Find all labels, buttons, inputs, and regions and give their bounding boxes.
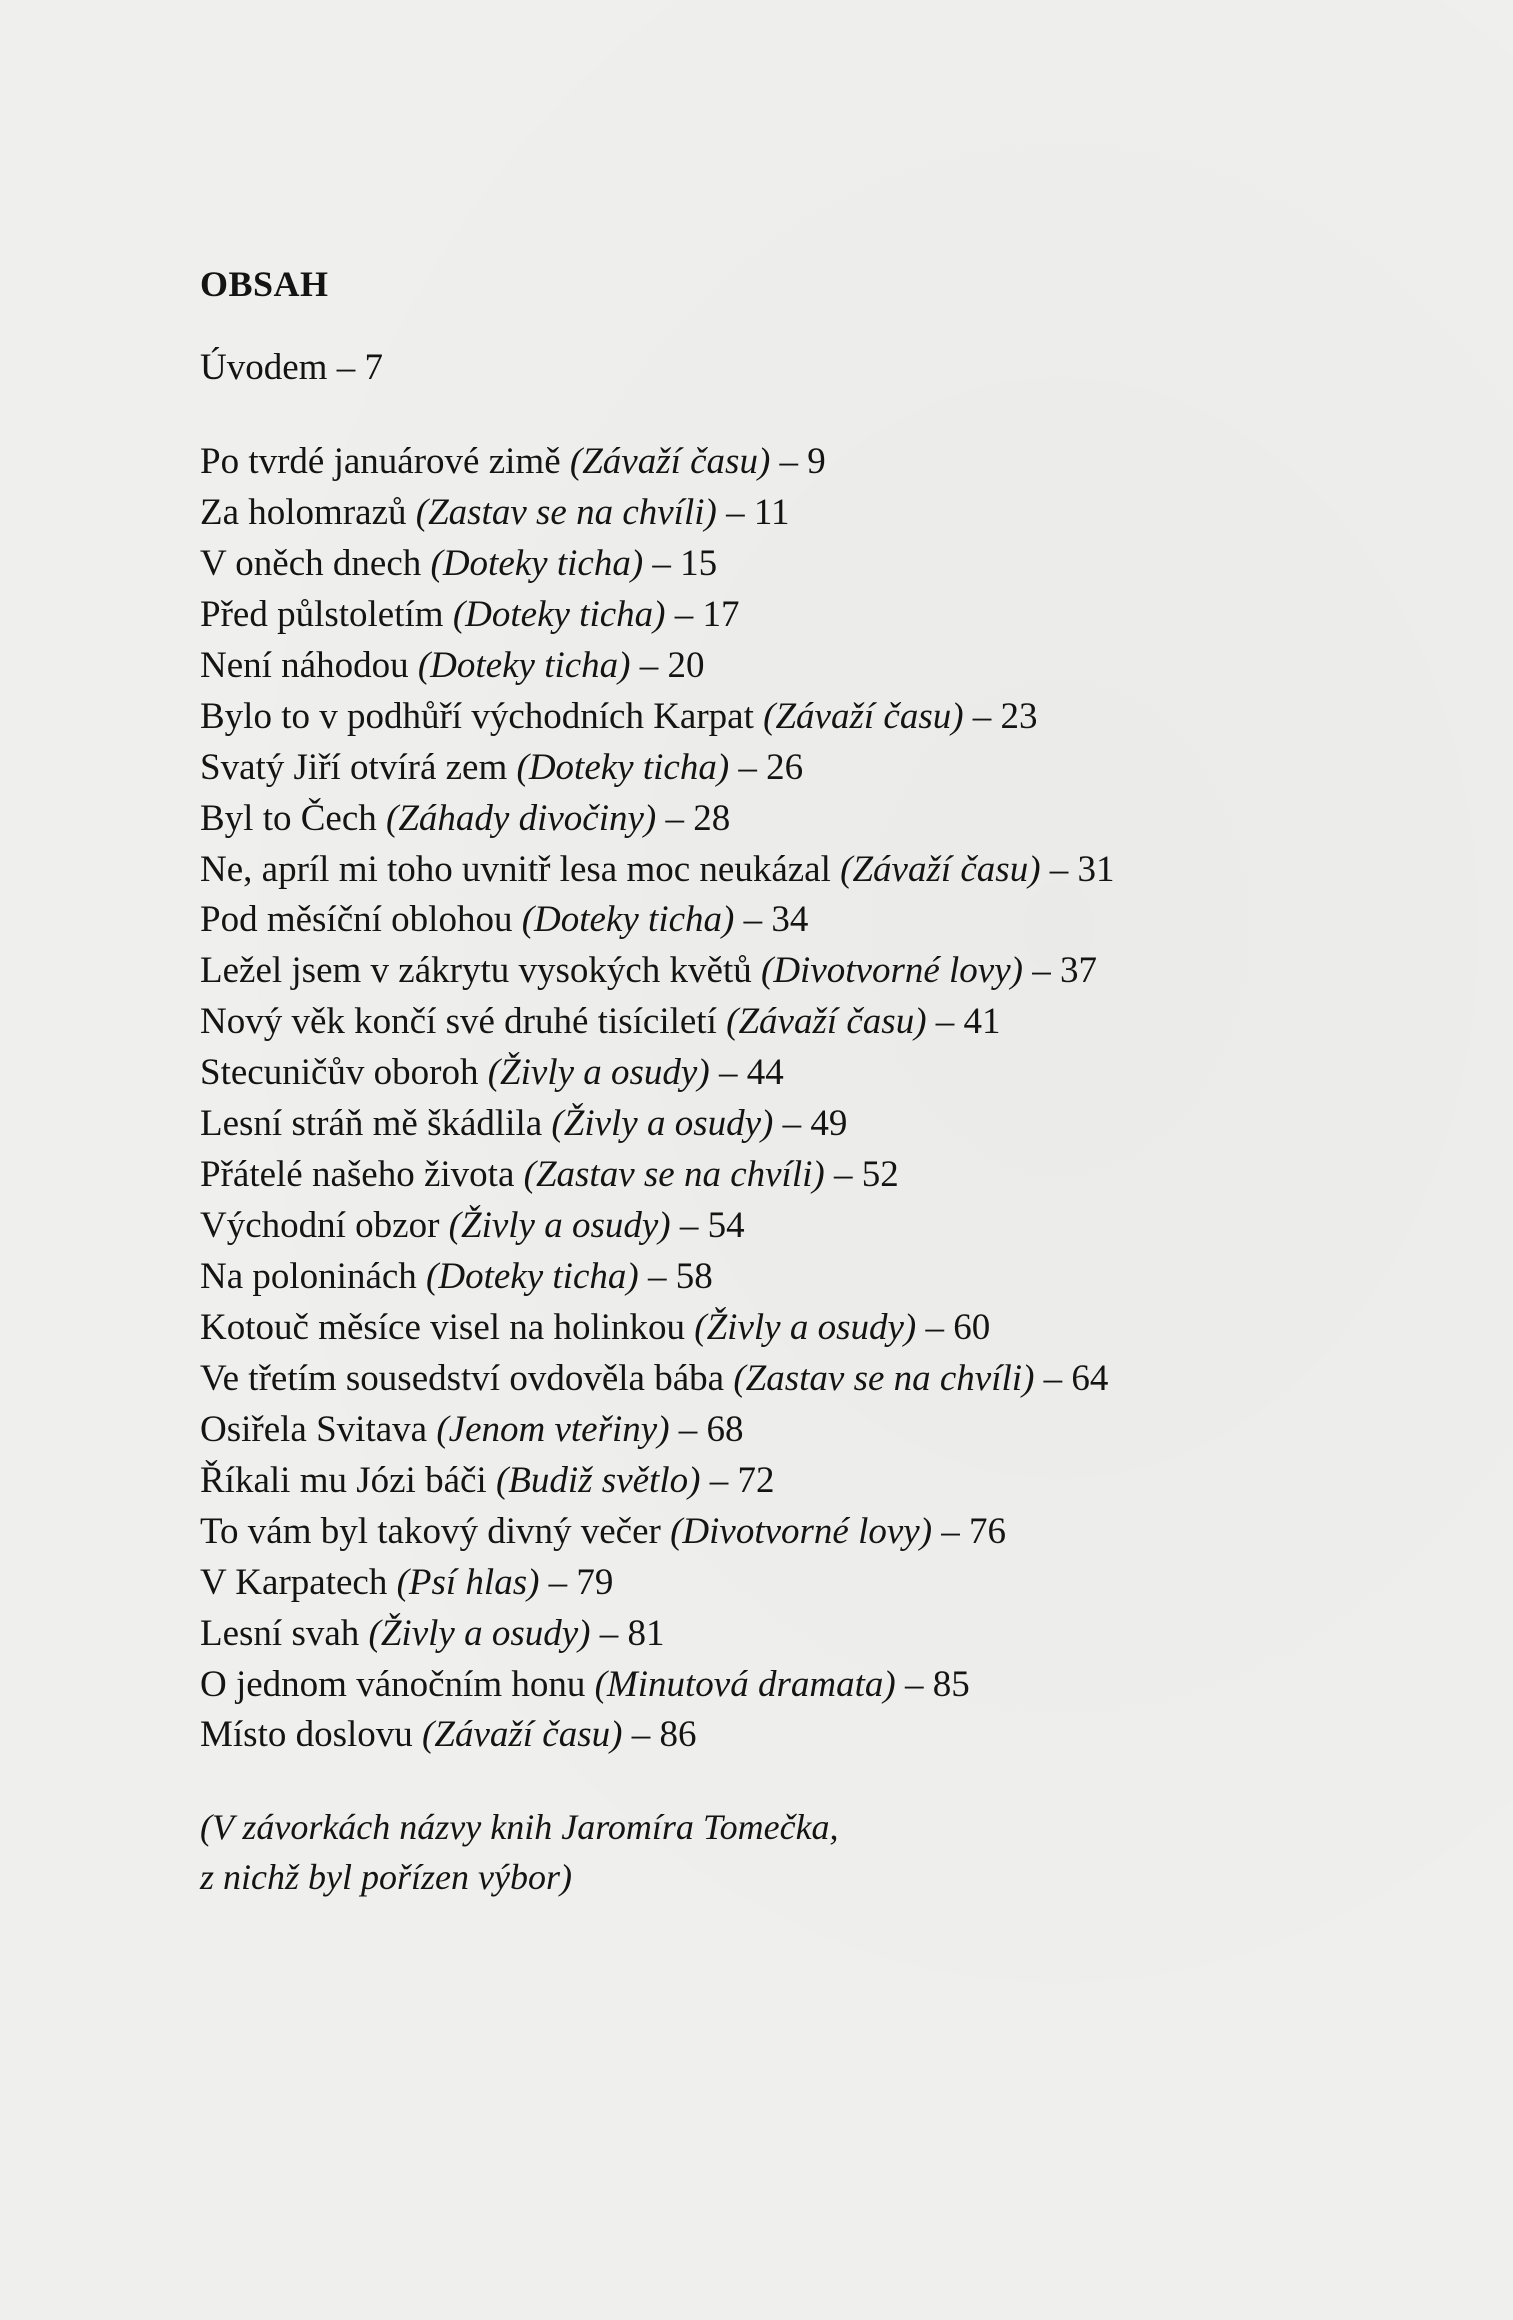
dash-separator: – (669, 1408, 707, 1450)
toc-entry (200, 1456, 1350, 1507)
toc-entry (200, 1710, 1350, 1761)
entry-book: (Doteky ticha) (417, 644, 631, 686)
toc-entry (200, 743, 1350, 794)
toc-entry (200, 1507, 1350, 1558)
dash-separator: – (716, 491, 754, 533)
entry-page: 11 (753, 491, 790, 533)
toc-entry (200, 1660, 1350, 1711)
dash-separator: – (630, 644, 668, 686)
dash-separator: – (539, 1561, 577, 1603)
entry-book: (Doteky ticha) (521, 899, 735, 941)
entry-page: 37 (1059, 950, 1097, 992)
toc-entry (200, 1354, 1350, 1405)
dash-separator: – (638, 1256, 676, 1297)
entry-page: 81 (627, 1612, 665, 1654)
dash-separator: – (770, 441, 808, 482)
dash-separator: – (700, 1459, 738, 1501)
toc-entry (200, 997, 1350, 1048)
footnote (200, 1802, 1350, 1902)
toc-entry (200, 1405, 1350, 1456)
toc-entry (200, 437, 1350, 488)
dash-separator: – (709, 1052, 747, 1094)
toc-entry (200, 1201, 1350, 1252)
entry-book: (Závaží času) (763, 695, 964, 737)
entry-page: 72 (737, 1459, 775, 1501)
entry-title: Stecuničův oboroh (200, 1052, 479, 1094)
entry-title: V Karpatech (200, 1561, 388, 1603)
toc-entry (200, 1558, 1350, 1609)
entry-page: 76 (969, 1510, 1007, 1552)
entry-title: Místo doslovu (200, 1714, 413, 1756)
dash-separator: – (643, 542, 681, 584)
dash-separator: – (824, 1154, 862, 1196)
entry-title: Kotouč měsíce visel na holinkou (200, 1306, 686, 1348)
entry-page: 23 (1000, 695, 1038, 737)
toc-entry (200, 1099, 1350, 1150)
entry-book: (Zastav se na chvíli) (415, 491, 717, 533)
entry-book: (Živly a osudy) (551, 1103, 774, 1145)
toc-entry (200, 1303, 1350, 1354)
footnote-line: (V závorkách názvy knih Jaromíra Tomečka, (200, 1807, 839, 1848)
dash-separator: – (734, 899, 772, 941)
toc-entry (200, 488, 1350, 539)
entry-page: 60 (953, 1306, 991, 1348)
entry-book: (Živly a osudy) (448, 1205, 671, 1247)
dash-separator: – (665, 593, 703, 635)
toc-entry (200, 794, 1350, 845)
toc-entry (200, 1252, 1350, 1303)
toc-entry (200, 1150, 1350, 1201)
entry-title: O jednom vánočním honu (200, 1663, 586, 1705)
entry-page: 9 (807, 441, 826, 482)
entry-title: Východní obzor (200, 1205, 440, 1247)
entry-book: (Jenom vteřiny) (436, 1408, 670, 1450)
entry-title: Přátelé našeho života (200, 1154, 515, 1196)
dash-separator: – (1022, 950, 1060, 992)
dash-separator: – (656, 797, 694, 839)
entry-book: (Doteky ticha) (430, 542, 644, 584)
entry-title: Na poloninách (200, 1256, 417, 1297)
toc-entry (200, 692, 1350, 743)
entry-title: Po tvrdé januárové zimě (200, 441, 561, 482)
entry-title: Osiřela Svitava (200, 1408, 428, 1450)
entry-book: (Živly a osudy) (368, 1612, 591, 1654)
toc-entry (200, 590, 1350, 641)
dash-separator: – (916, 1306, 954, 1348)
entry-title: Za holomrazů (200, 491, 407, 533)
entry-page: 64 (1071, 1357, 1109, 1399)
footnote-line: z nichž byl pořízen výbor) (200, 1857, 572, 1898)
entry-book: (Psí hlas) (396, 1561, 540, 1603)
entry-title: Nový věk končí své druhé tisíciletí (200, 1001, 717, 1043)
entry-book: (Zastav se na chvíli) (733, 1357, 1035, 1399)
table-of-contents (200, 258, 1350, 1902)
entry-page: 86 (659, 1714, 697, 1756)
toc-entry (200, 895, 1350, 946)
entry-page: 20 (667, 644, 705, 686)
entry-page: 58 (675, 1256, 713, 1297)
entry-book: (Doteky ticha) (426, 1256, 639, 1297)
dash-separator: – (590, 1612, 628, 1654)
entry-page: 26 (766, 746, 804, 788)
entry-page: 41 (963, 1001, 1001, 1043)
entry-page: 52 (861, 1154, 899, 1196)
entry-title: Bylo to v podhůří východních Karpat (200, 695, 754, 737)
entry-title: Není náhodou (200, 644, 409, 686)
entry-title: Lesní stráň mě škádlila (200, 1103, 543, 1145)
entry-page: 54 (707, 1205, 745, 1247)
entry-book: (Budiž světlo) (495, 1459, 701, 1501)
entry-page: 44 (746, 1052, 784, 1094)
entry-book: (Záhady divočiny) (386, 797, 657, 839)
entry-page: 7 (364, 347, 383, 388)
entry-title: To vám byl takový divný večer (200, 1510, 661, 1552)
entry-book: (Závaží času) (569, 441, 771, 482)
entry-book: (Minutová dramata) (594, 1663, 896, 1705)
entry-title: Pod měsíční oblohou (200, 899, 513, 941)
entry-book: (Závaží času) (422, 1714, 623, 1756)
entry-page: 68 (706, 1408, 744, 1450)
toc-entry (200, 845, 1350, 896)
page-heading: OBSAH (200, 264, 329, 304)
toc-entry (200, 1609, 1350, 1660)
entry-title: V oněch dnech (200, 542, 422, 584)
dash-separator: – (1040, 848, 1078, 890)
entry-page: 79 (576, 1561, 614, 1603)
entry-page: 34 (771, 899, 809, 941)
intro-entry (200, 342, 1350, 394)
toc-entry (200, 1048, 1350, 1099)
toc-list (200, 437, 1350, 1761)
dash-separator: – (729, 746, 767, 788)
entry-book: (Divotvorné lovy) (761, 950, 1023, 992)
toc-entry (200, 641, 1350, 692)
entry-book: (Živly a osudy) (487, 1052, 710, 1094)
dash-separator: – (622, 1714, 660, 1756)
entry-page: 31 (1077, 848, 1115, 890)
dash-separator: – (926, 1001, 964, 1043)
entry-title: Říkali mu Józi báči (200, 1459, 487, 1501)
entry-book: (Doteky ticha) (516, 746, 730, 788)
toc-entry (200, 539, 1350, 590)
entry-book: (Závaží času) (726, 1001, 927, 1043)
dash-separator: – (670, 1205, 708, 1247)
dash-separator: – (932, 1510, 970, 1552)
entry-page: 85 (932, 1663, 970, 1705)
dash-separator: – (327, 347, 365, 388)
entry-title: Svatý Jiří otvírá zem (200, 746, 508, 788)
entry-title: Ve třetím sousedství ovdověla bába (200, 1357, 725, 1399)
entry-book: (Živly a osudy) (694, 1306, 917, 1348)
dash-separator: – (773, 1103, 811, 1145)
entry-book: (Divotvorné lovy) (670, 1510, 933, 1552)
entry-title: Úvodem (200, 347, 328, 388)
entry-book: (Zastav se na chvíli) (523, 1154, 825, 1196)
dash-separator: – (895, 1663, 933, 1705)
entry-book: (Závaží času) (840, 848, 1041, 890)
entry-book: (Doteky ticha) (452, 593, 666, 635)
entry-page: 28 (693, 797, 731, 839)
entry-title: Ležel jsem v zákrytu vysokých květů (200, 950, 752, 992)
toc-entry (200, 946, 1350, 997)
dash-separator: – (963, 695, 1001, 737)
dash-separator: – (1034, 1357, 1072, 1399)
entry-page: 17 (702, 593, 740, 635)
entry-page: 49 (810, 1103, 848, 1145)
entry-title: Byl to Čech (200, 797, 377, 839)
entry-title: Před půlstoletím (200, 593, 444, 635)
entry-page: 15 (680, 542, 718, 584)
entry-title: Lesní svah (200, 1612, 360, 1654)
entry-title: Ne, apríl mi toho uvnitř lesa moc neukázal (200, 848, 831, 890)
